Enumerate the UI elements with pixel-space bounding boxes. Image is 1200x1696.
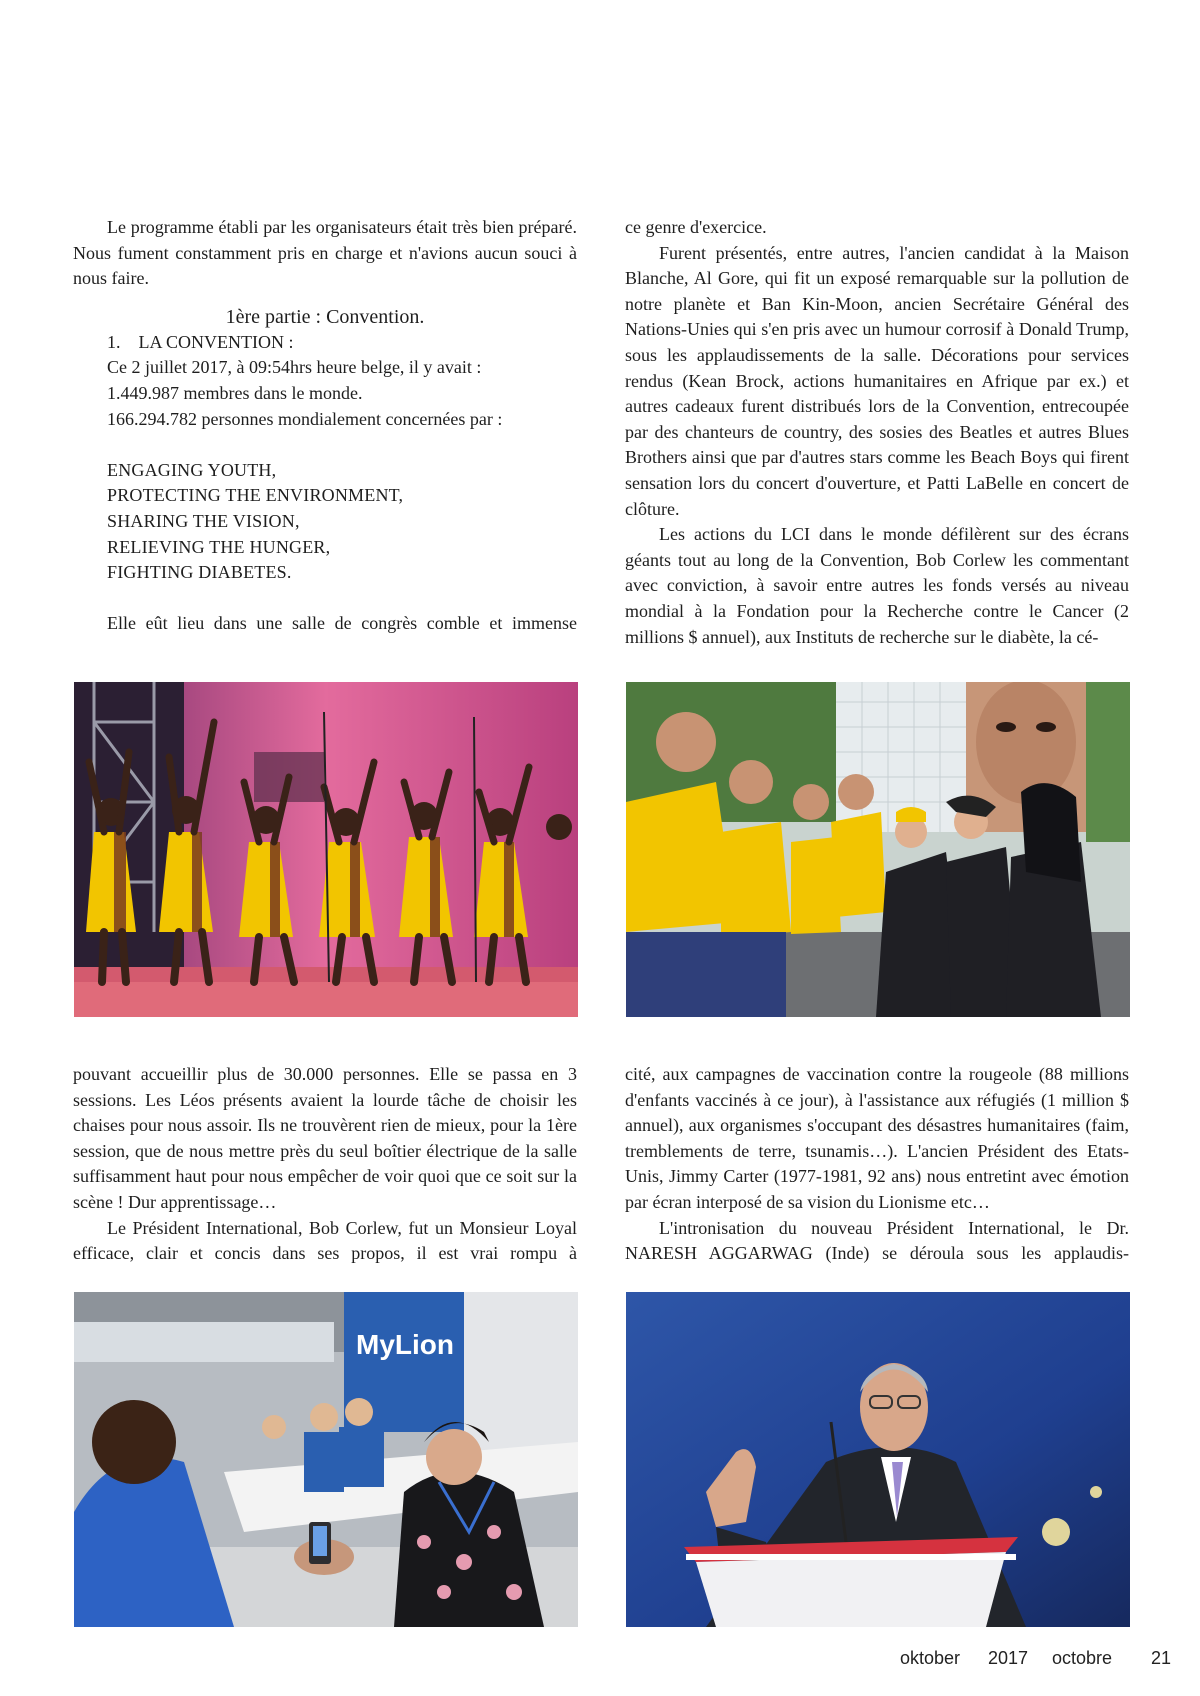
cause-item: RELIEVING THE HUNGER, [107,536,331,557]
cause-item: PROTECTING THE ENVIRONMENT, [107,485,404,506]
footer-year: 2017 [988,1648,1029,1668]
cause-item: ENGAGING YOUTH, [107,459,277,480]
photo-speaker-podium [626,1292,1130,1627]
mylion-sign: MyLion [356,1329,454,1360]
item-number: 1. [107,331,121,352]
paragraph: pouvant accueillir plus de 30.000 personnes. Elle se passa en 3 sessions. Les Léos présents avaient la lourde tâche de choisir les chaises pour nous assoir. Ils ne trouvèrent rien de mieux, pour la 1ère session, que de nous mettre près du seul boîtier électrique de la salle suffisamment haut pour nous empêcher de voir quoi que ce soit sur la scène ! Dur apprentissage… [73,1064,577,1212]
photo-mylion-booth [74,1292,578,1627]
right-column-top [625,215,1129,650]
stat-line-people: 166.294.782 personnes mondialement concernées par : [107,408,503,429]
stat-line-date: Ce 2 juillet 2017, à 09:54hrs heure belge, il y avait : [107,357,482,378]
right-column-bottom [625,1062,1129,1267]
paragraph: L'intronisation du nouveau Président International, le Dr. NARESH AGGARWAG (Inde) se déroula sous les applaudis- [625,1217,1129,1264]
stat-line-members: 1.449.987 membres dans le monde. [107,382,363,403]
footer-month-nl: oktober [900,1648,961,1668]
speaker-podium-illustration [626,1292,1130,1627]
intro-paragraph: Le programme établi par les organisateurs était très bien préparé. Nous fument constamment pris en charge et n'avions aucun souci à nous faire. [73,217,577,289]
closing-line: Elle eût lieu dans une salle de congrès comble et immense [107,613,577,634]
cause-item: SHARING THE VISION, [107,510,300,531]
photo-children-choir [74,682,578,1017]
paragraph: Furent présentés, entre autres, l'ancien candidat à la Maison Blanche, Al Gore, qui fit un exposé remarquable sur la pollution de notre planète et Ban Kin-Moon, ancien Secrétaire Général des Nations-Unies qui s'en pris avec un humour corrosif à Donald Trump, sous les applaudissements de la salle. Décorations pour services rendus (Kean Brock, actions humanitaires en Afrique par ex.) et autres cadeaux furent distribués lors de la Convention, entrecoupée par des chanteurs de country, des sosies des Beatles et autres Blues Brothers ainsi que par d'autres stars comme les Beach Boys qui firent sensation lors du concert d'ouverture, et Patti LaBelle en concert de clôture. [625,242,1129,519]
paragraph: ce genre d'exercice. [625,217,767,237]
footer-month-fr: octobre [1052,1648,1113,1668]
left-column-bottom [73,1062,577,1267]
paragraph: Le Président International, Bob Corlew, fut un Monsieur Loyal efficace, clair et concis dans ses propos, il est vrai rompu à [73,1217,577,1264]
children-choir-illustration [74,682,578,1017]
lions-members-illustration [626,682,1130,1017]
paragraph: Les actions du LCI dans le monde défilèrent sur des écrans géants tout au long de la Convention, Bob Corlew les commentant avec conviction, à savoir entre autres les fonds versés au niveau mondial à la Fondation pour la Recherche contre le Cancer (2 millions $ annuel), aux Instituts de recherche sur le diabète, la cé- [625,524,1129,647]
convention-item-title [73,330,577,356]
left-column-top [73,215,577,637]
item-title: LA CONVENTION : [138,331,294,352]
paragraph: cité, aux campagnes de vaccination contre la rougeole (88 millions d'enfants vaccinés à ce jour), à l'assistance aux réfugiés (1 million $ annuel), aux organismes s'occupant des désastres humanitaires (faim, tremblements de terre, tsunamis…). L'ancien Président des Etats-Unis, Jimmy Carter (1977-1981, 92 ans) nous entretint avec émotion par écran interposé de sa vision du Lionisme etc… [625,1064,1129,1212]
section-heading: 1ère partie : Convention. [225,305,425,328]
page-number: 21 [1151,1648,1172,1668]
photo-lions-members [626,682,1130,1017]
cause-item: FIGHTING DIABETES. [107,562,292,583]
page-footer [0,1648,1200,1672]
mylion-booth-illustration [74,1292,578,1627]
